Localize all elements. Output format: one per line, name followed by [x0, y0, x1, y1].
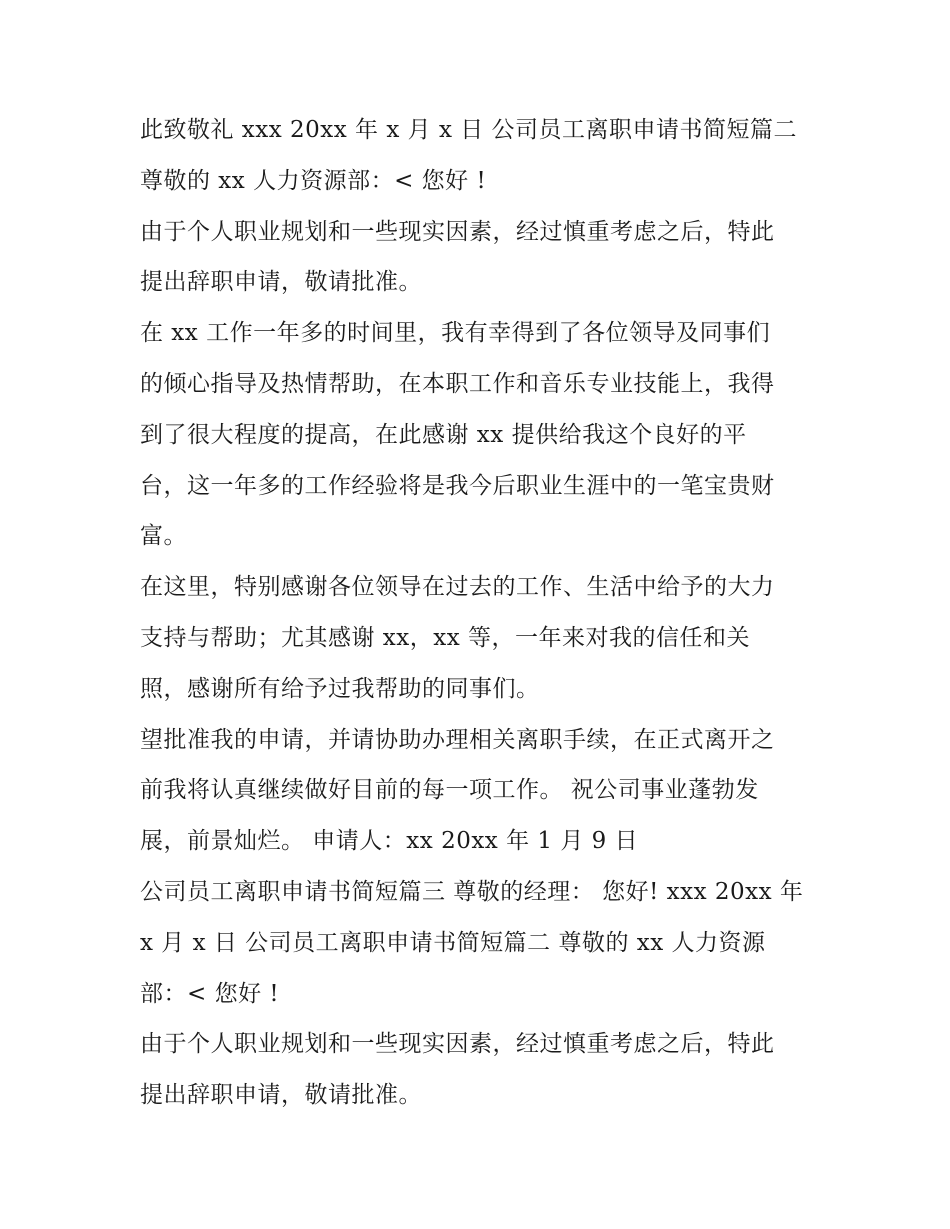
text-line: 此致敬礼 xxx 20xx 年 x 月 x 日 公司员工离职申请书简短篇二: [140, 117, 798, 143]
text-line: x 月 x 日 公司员工离职申请书简短篇二 尊敬的 xx 人力资源: [140, 929, 766, 956]
text-line: 部：< 您好 !: [140, 980, 280, 1007]
document-body: [140, 105, 820, 1121]
text-line: 富。: [140, 523, 187, 550]
text-line: 在这里，特别感谢各位领导在过去的工作、生活中给予的大力: [140, 574, 775, 601]
text-line: 台，这一年多的工作经验将是我今后职业生涯中的一笔宝贵财: [140, 472, 775, 499]
text-line: 由于个人职业规划和一些现实因素，经过慎重考虑之后，特此: [140, 1031, 775, 1058]
text-line: 提出辞职申请，敬请批准。: [140, 1082, 422, 1109]
text-line: 望批准我的申请，并请协助办理相关离职手续，在正式离开之: [140, 726, 775, 753]
text-line: 由于个人职业规划和一些现实因素，经过慎重考虑之后，特此: [140, 218, 775, 245]
text-line: 提出辞职申请，敬请批准。: [140, 269, 422, 296]
text-line: 支持与帮助；尤其感谢 xx，xx 等，一年来对我的信任和关: [140, 624, 751, 651]
text-line: 的倾心指导及热情帮助，在本职工作和音乐专业技能上，我得: [140, 370, 775, 397]
text-line: 在 xx 工作一年多的时间里，我有幸得到了各位领导及同事们: [140, 320, 771, 347]
text-line: 到了很大程度的提高，在此感谢 xx 提供给我这个良好的平: [140, 421, 747, 448]
text-line: 公司员工离职申请书简短篇三 尊敬的经理： 您好! xxx 20xx 年: [140, 878, 804, 905]
text-line: 尊敬的 xx 人力资源部：< 您好 !: [140, 167, 487, 194]
text-line: 照，感谢所有给予过我帮助的同事们。: [140, 675, 540, 702]
text-line: 展，前景灿烂。 申请人：xx 20xx 年 1 月 9 日: [140, 828, 639, 855]
text-line: 前我将认真继续做好目前的每一项工作。 祝公司事业蓬勃发: [140, 777, 759, 804]
